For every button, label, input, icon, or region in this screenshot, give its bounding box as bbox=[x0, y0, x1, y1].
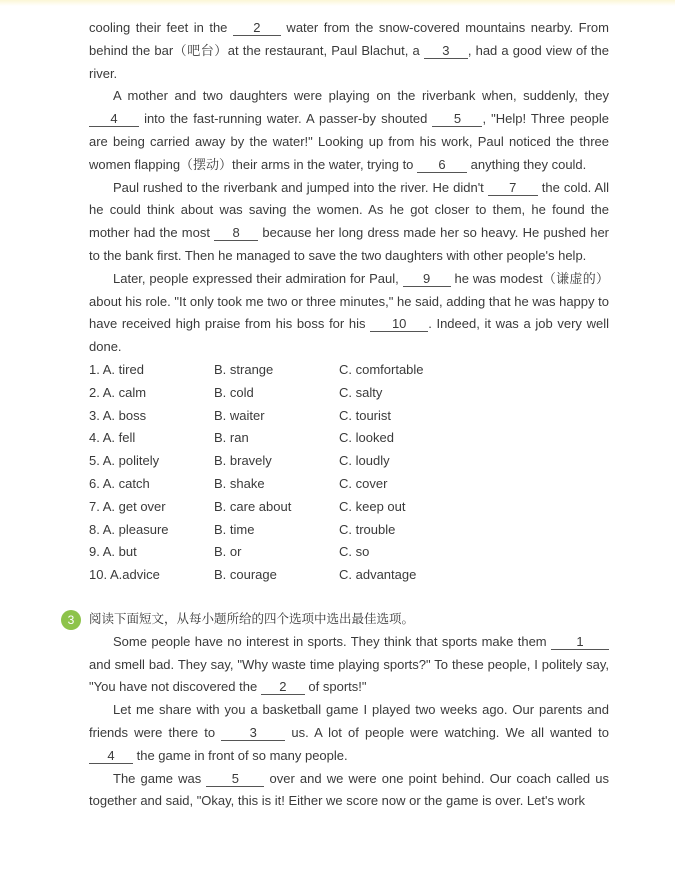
text-run: the cold. All he could think about was saving the women. As he got closer to them, he found the mother had the most bbox=[89, 179, 609, 241]
text-run: us. A lot of people were watching. We all wanted to bbox=[285, 724, 609, 740]
option-row bbox=[89, 496, 609, 519]
option-row bbox=[89, 564, 609, 587]
blank-3: 3 bbox=[221, 725, 285, 741]
option-a: 2. A. calm bbox=[89, 384, 147, 400]
blank-2: 2 bbox=[261, 679, 305, 695]
blank-7: 7 bbox=[488, 180, 538, 196]
text-run: he was modest（谦虚的）about his role. "It only took me two or three minutes," he said, adding that he was happy to have received high praise from his boss for his bbox=[89, 270, 609, 332]
text-run: A mother and two daughters were playing on the riverbank when, suddenly, they bbox=[113, 88, 609, 104]
blank-4: 4 bbox=[89, 111, 139, 127]
option-a: 4. A. fell bbox=[89, 430, 136, 446]
section-instruction: 阅读下面短文，从每小题所给的四个选项中选出最佳选项。 bbox=[89, 611, 415, 626]
blank-5: 5 bbox=[432, 111, 482, 127]
option-row bbox=[89, 541, 609, 564]
option-a: 9. A. but bbox=[89, 544, 137, 560]
option-row bbox=[89, 382, 609, 405]
passage2-paragraph-1 bbox=[89, 17, 609, 85]
option-c: C. cover bbox=[339, 475, 388, 491]
option-a: 3. A. boss bbox=[89, 407, 147, 423]
option-c: C. loudly bbox=[339, 453, 390, 469]
passage3-paragraph-1 bbox=[89, 631, 609, 699]
text-run: and smell bad. They say, "Why waste time playing sports?" To these people, I politely say, "You have not discovered the bbox=[89, 656, 609, 695]
text-run: water from the snow-covered mountains nearby. From behind the bar（吧台）at the restaurant, Paul Blachut, a bbox=[89, 20, 609, 58]
option-a: 1. A. tired bbox=[89, 361, 144, 377]
text-run: anything they could. bbox=[467, 156, 587, 172]
option-c: C. salty bbox=[339, 384, 383, 400]
option-a: 5. A. politely bbox=[89, 453, 160, 469]
blank-2: 2 bbox=[233, 20, 281, 36]
option-b: B. or bbox=[214, 544, 242, 560]
passage3-paragraph-3 bbox=[89, 768, 609, 814]
section-3-heading bbox=[67, 608, 609, 631]
option-b: B. courage bbox=[214, 567, 277, 583]
text-run: The game was bbox=[113, 770, 207, 786]
option-b: B. waiter bbox=[214, 407, 265, 423]
option-row bbox=[89, 473, 609, 496]
option-c: C. trouble bbox=[339, 521, 396, 537]
text-run: into the fast-running water. A passer-by shouted bbox=[139, 111, 433, 127]
option-b: B. ran bbox=[214, 430, 249, 446]
option-a: 6. A. catch bbox=[89, 475, 150, 491]
text-run: Let me share with you a basketball game I played two weeks ago. Our parents and friends were there to bbox=[89, 702, 609, 740]
option-c: C. comfortable bbox=[339, 361, 424, 377]
option-b: B. care about bbox=[214, 498, 292, 514]
text-run: Later, people expressed their admiration for Paul, bbox=[113, 270, 403, 286]
text-run: Some people have no interest in sports. They think that sports make them bbox=[113, 633, 551, 649]
blank-3: 3 bbox=[424, 43, 468, 59]
option-b: B. cold bbox=[214, 384, 254, 400]
text-run: because her long dress made her so heavy. He pushed her to the bank first. Then he managed to save the two daughters with other people's help. bbox=[89, 225, 610, 263]
section-number-badge: 3 bbox=[61, 610, 81, 630]
passage3-paragraph-2 bbox=[89, 699, 609, 767]
option-row bbox=[89, 427, 609, 450]
option-c: C. keep out bbox=[339, 498, 406, 514]
passage2-paragraph-4 bbox=[89, 268, 609, 359]
text-run: over and we were one point behind. Our coach called us together and said, "Okay, this is it! Either we score now or the game is over. Let's work bbox=[89, 770, 610, 809]
blank-5: 5 bbox=[206, 771, 264, 787]
option-a: 8. A. pleasure bbox=[89, 521, 169, 537]
option-row bbox=[89, 359, 609, 382]
text-run: , "Help! Three people are being carried away by the water!" Looking up from his work, Paul noticed the three women flapping（摆动）their arms in the water, trying to bbox=[89, 111, 609, 172]
option-c: C. so bbox=[339, 544, 370, 560]
text-run: , had a good view of the river. bbox=[89, 42, 610, 81]
blank-1: 1 bbox=[551, 634, 609, 650]
blank-8: 8 bbox=[214, 225, 258, 241]
passage2-paragraph-3 bbox=[89, 177, 609, 268]
option-c: C. advantage bbox=[339, 567, 417, 583]
option-row bbox=[89, 405, 609, 428]
option-row bbox=[89, 519, 609, 542]
top-decorative-strip bbox=[0, 0, 675, 6]
text-run: the game in front of so many people. bbox=[133, 747, 348, 763]
options-list bbox=[89, 359, 609, 587]
passage2-paragraph-2 bbox=[89, 85, 609, 176]
blank-4: 4 bbox=[89, 748, 133, 764]
option-b: B. strange bbox=[214, 361, 274, 377]
option-b: B. shake bbox=[214, 475, 265, 491]
blank-6: 6 bbox=[417, 157, 467, 173]
blank-9: 9 bbox=[403, 271, 451, 287]
option-b: B. bravely bbox=[214, 453, 272, 469]
option-c: C. tourist bbox=[339, 407, 392, 423]
option-row bbox=[89, 450, 609, 473]
page-content bbox=[67, 17, 610, 813]
option-a: 7. A. get over bbox=[89, 498, 166, 514]
option-b: B. time bbox=[214, 521, 255, 537]
option-a: 10. A.advice bbox=[89, 567, 160, 583]
text-run: cooling their feet in the bbox=[89, 20, 233, 35]
option-c: C. looked bbox=[339, 430, 394, 446]
text-run: of sports!" bbox=[304, 679, 367, 695]
blank-10: 10 bbox=[370, 316, 428, 332]
text-run: . Indeed, it was a job very well done. bbox=[89, 316, 609, 355]
text-run: Paul rushed to the riverbank and jumped into the river. He didn't bbox=[113, 179, 488, 195]
